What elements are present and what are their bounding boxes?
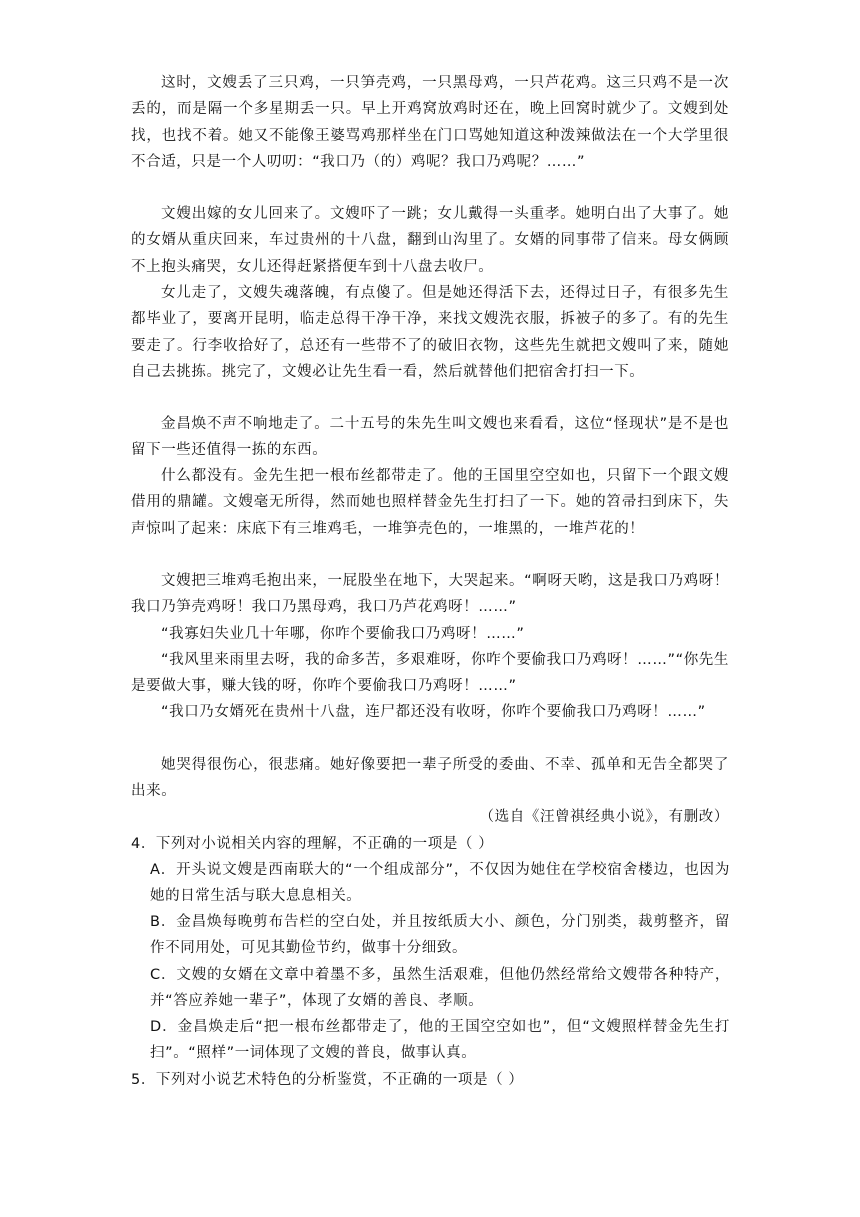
question-4-option-c: C．文嫂的女婿在文章中着墨不多，虽然生活艰难，但他仍然经常给文嫂带各种特产，并“答应养她一辈子”，体现了女婿的善良、孝顺。	[150, 967, 730, 1010]
question-4: 4．下列对小说相关内容的理解，不正确的一项是（ ）	[131, 836, 494, 852]
question-4-option-d: D．金昌焕走后“把一根布丝都带走了，他的王国空空如也”，但“文嫂照样替金先生打扫”。“照样”一词体现了文嫂的普良，做事认真。	[150, 1019, 730, 1062]
paragraph-10: 她哭得很伤心，很悲痛。她好像要把一辈子所受的委曲、不幸、孤单和无告全都哭了出来。	[131, 757, 729, 800]
question-4-option-b: B．金昌焕每晚剪布告栏的空白处，并且按纸质大小、颜色，分门别类，裁剪整齐，留作不同用处，可见其勤俭节约，做事十分细致。	[150, 914, 730, 957]
question-5: 5．下列对小说艺术特色的分析鉴赏，不正确的一项是（ ）	[131, 1072, 524, 1088]
source-citation: （选自《汪曾祺经典小说》，有删改）	[479, 809, 729, 825]
paragraph-9: “我口乃女婿死在贵州十八盘，连尸都还没有收呀，你咋个要偷我口乃鸡呀！……”	[161, 704, 706, 720]
paragraph-2: 文嫂出嫁的女儿回来了。文嫂吓了一跳；女儿戴得一头重孝。她明白出了大事了。她的女婿从重庆回来，车过贵州的十八盘，翻到山沟里了。女婿的同事带了信来。母女俩顾不上抱头痛哭，女儿还得赶紧搭便车到十八盘去收尸。	[131, 206, 729, 275]
paragraph-1: 这时，文嫂丢了三只鸡，一只笋壳鸡，一只黑母鸡，一只芦花鸡。这三只鸡不是一次丢的，而是隔一个多星期丢一只。早上开鸡窝放鸡时还在，晚上回窝时就少了。文嫂到处找，也找不着。她又不能像王婆骂鸡那样坐在门口骂她知道这种泼辣做法在一个大学里很不合适，只是一个人叨叨：“我口乃（的）鸡呢？我口乃鸡呢？……”	[131, 75, 729, 171]
paragraph-3: 女儿走了，文嫂失魂落魄，有点傻了。但是她还得活下去，还得过日子，有很多先生都毕业了，要离开昆明，临走总得干净干净，来找文嫂洗衣服，拆被子的多了。有的先生要走了。行李收拾好了，总还有一些带不了的破旧衣物，这些先生就把文嫂叫了来，随她自己去挑拣。挑完了，文嫂必让先生看一看，然后就替他们把宿舍打扫一下。	[131, 285, 729, 381]
paragraph-7: “我寡妇失业几十年哪，你咋个要偷我口乃鸡呀！……”	[161, 626, 525, 642]
paragraph-8: “我风里来雨里去呀，我的命多苦，多艰难呀，你咋个要偷我口乃鸡呀！……”“你先生是要做大事，赚大钱的呀，你咋个要偷我口乃鸡呀！……”	[131, 652, 729, 695]
paragraph-6: 文嫂把三堆鸡毛抱出来，一屁股坐在地下，大哭起来。“啊呀天哟，这是我口乃鸡呀！我口乃笋壳鸡呀！我口乃黑母鸡，我口乃芦花鸡呀！……”	[131, 573, 729, 616]
paragraph-4: 金昌焕不声不响地走了。二十五号的朱先生叫文嫂也来看看，这位“怪现状”是不是也留下一些还值得一拣的东西。	[131, 416, 729, 459]
question-4-option-a: A．开头说文嫂是西南联大的“一个组成部分”，不仅因为她住在学校宿舍楼边，也因为她的日常生活与联大息息相关。	[150, 862, 730, 905]
paragraph-5: 什么都没有。金先生把一根布丝都带走了。他的王国里空空如也，只留下一个跟文嫂借用的鼎罐。文嫂毫无所得，然而她也照样替金先生打扫了一下。她的笤帚扫到床下，失声惊叫了起来：床底下有三堆鸡毛，一堆笋壳色的，一堆黑的，一堆芦花的！	[131, 468, 729, 537]
